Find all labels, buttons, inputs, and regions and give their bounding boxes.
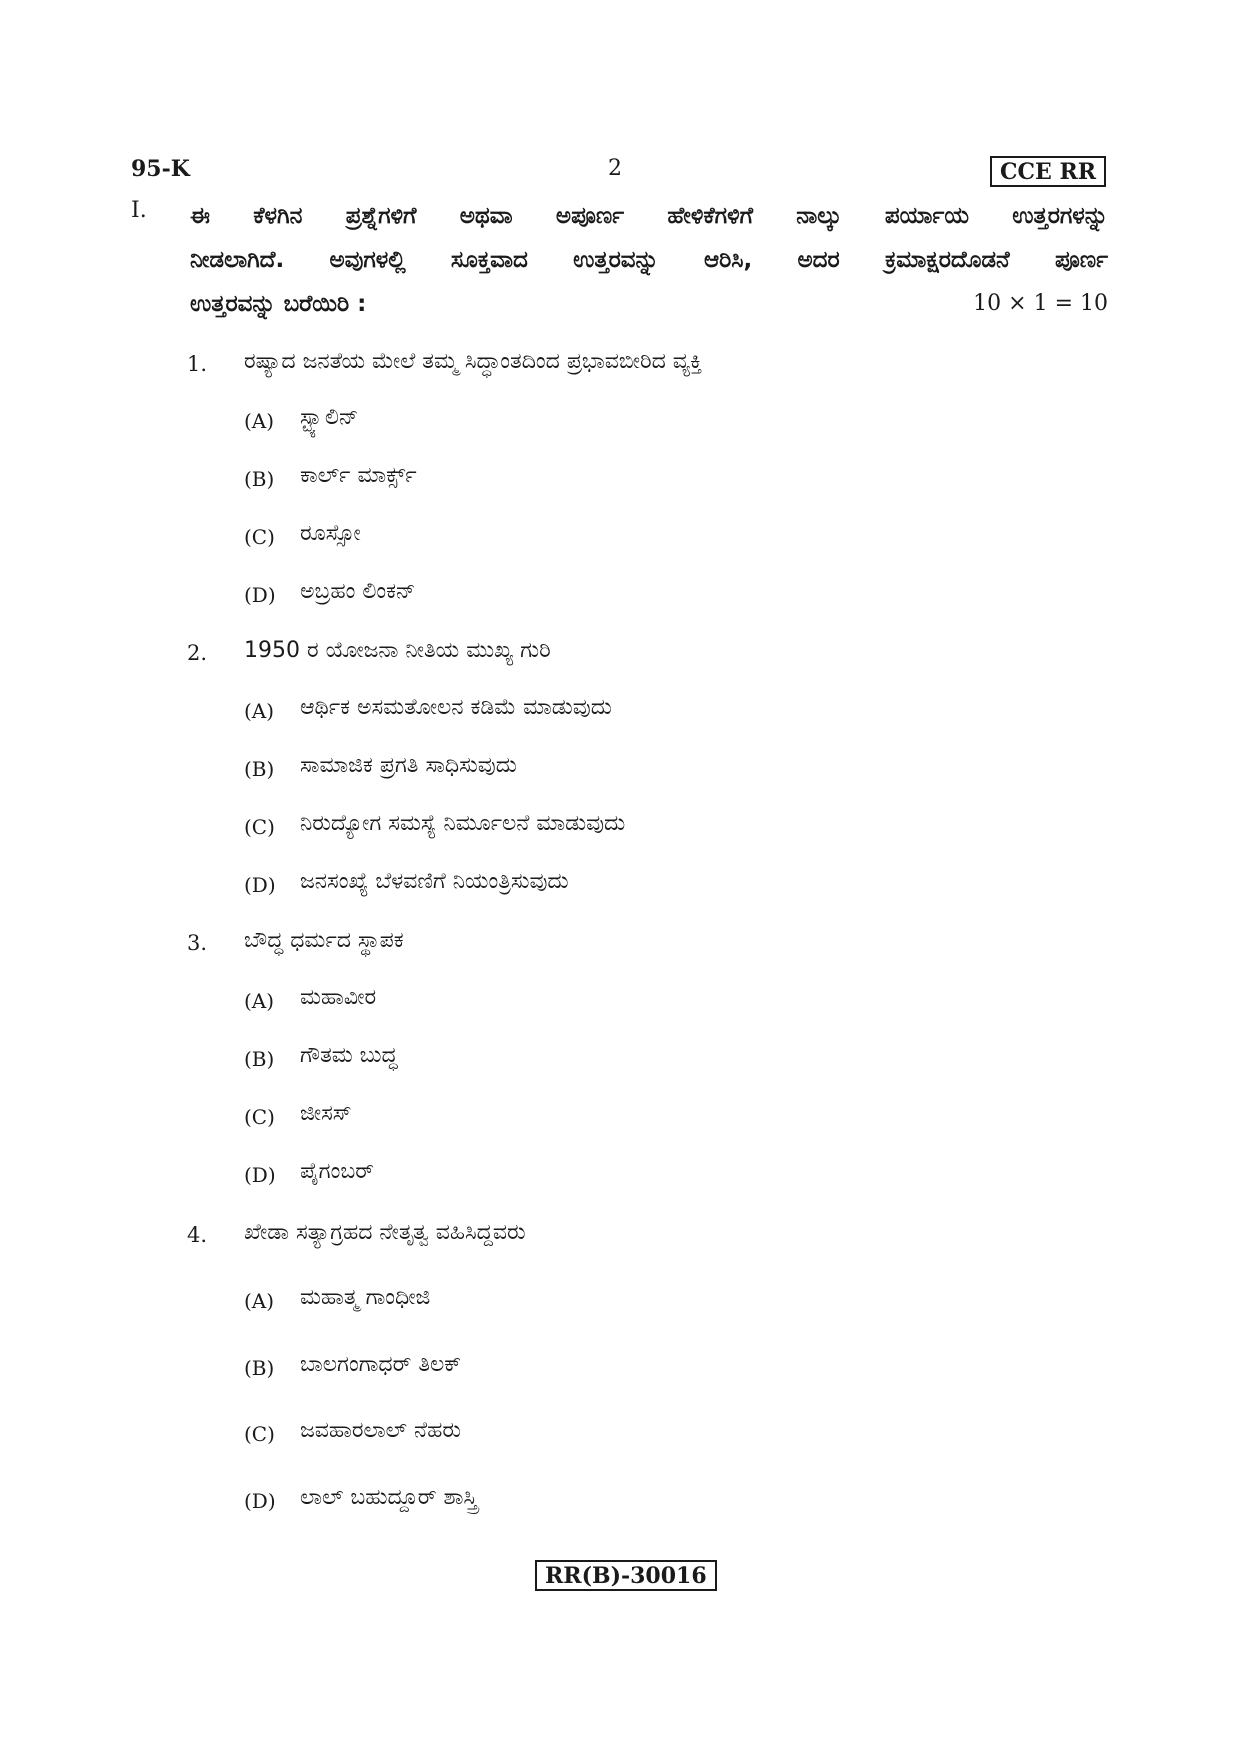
question-3-option-b-text: ಗೌತಮ ಬುದ್ಧ — [300, 1043, 398, 1068]
paper-code: 95-K — [131, 156, 190, 182]
page-number: 2 — [608, 156, 622, 181]
instruction-line-3-row — [190, 282, 1108, 326]
question-2-option-a-text: ಆರ್ಥಿಕ ಅಸಮತೋಲನ ಕಡಿಮೆ ಮಾಡುವುದು — [300, 695, 612, 720]
question-3-option-d-letter: (D) — [244, 1163, 276, 1187]
question-1-option-a-text: ಸ್ಟ್ಯಾಲಿನ್ — [300, 405, 359, 430]
question-3-option-c-text: ಜೀಸಸ್ — [300, 1101, 352, 1126]
question-4-option-a-text: ಮಹಾತ್ಮ ಗಾಂಧೀಜಿ — [300, 1285, 431, 1310]
question-1-option-c-text: ರೂಸ್ಸೋ — [300, 521, 361, 546]
instruction-line-1: ಈ ಕೆಳಗಿನ ಪ್ರಶ್ನೆಗಳಿಗೆ ಅಥವಾ ಅಪೂರ್ಣ ಹೇಳಿಕೆಗಳಿಗೆ ನಾಲ್ಕು ಪರ್ಯಾಯ ಉತ್ತರಗಳನ್ನು — [190, 203, 1108, 229]
question-4-option-a-letter: (A) — [244, 1289, 275, 1313]
question-1-option-b-text: ಕಾರ್ಲ್ ಮಾರ್ಕ್ಸ್ — [300, 463, 417, 488]
question-1-option-c-letter: (C) — [244, 525, 275, 549]
question-2-text: 1950 ರ ಯೋಜನಾ ನೀತಿಯ ಮುಖ್ಯ ಗುರಿ — [244, 638, 551, 663]
question-2-option-d-text: ಜನಸಂಖ್ಯೆ ಬೆಳವಣಿಗೆ ನಿಯಂತ್ರಿಸುವುದು — [300, 869, 569, 894]
section-number: I. — [131, 198, 147, 223]
question-2-number: 2. — [187, 641, 208, 665]
question-4-option-d-text: ಲಾಲ್ ಬಹುದ್ದೂರ್ ಶಾಸ್ತ್ರಿ — [300, 1485, 478, 1510]
question-3-text: ಬೌದ್ಧ ಧರ್ಮದ ಸ್ಥಾಪಕ — [244, 928, 404, 953]
question-4-option-b-letter: (B) — [244, 1356, 275, 1380]
question-3-option-a-letter: (A) — [244, 989, 275, 1013]
instruction-line-3: ಉತ್ತರವನ್ನು ಬರೆಯಿರಿ : — [190, 291, 367, 317]
question-4-text: ಖೇಡಾ ಸತ್ಯಾಗ್ರಹದ ನೇತೃತ್ವ ವಹಿಸಿದ್ದವರು — [244, 1220, 526, 1245]
question-1-text: ರಷ್ಯಾದ ಜನತೆಯ ಮೇಲೆ ತಮ್ಮ ಸಿದ್ಧಾಂತದಿಂದ ಪ್ರಭಾವಬೀರಿದ ವ್ಯಕ್ತಿ — [244, 349, 703, 374]
question-2-option-d-letter: (D) — [244, 873, 276, 897]
question-1-option-b-letter: (B) — [244, 467, 275, 491]
question-3-option-d-text: ಪೈಗಂಬರ್ — [300, 1159, 374, 1184]
instruction-line-2: ನೀಡಲಾಗಿದೆ. ಅವುಗಳಲ್ಲಿ ಸೂಕ್ತವಾದ ಉತ್ತರವನ್ನು ಆರಿಸಿ, ಅದರ ಕ್ರಮಾಕ್ಷರದೊಡನೆ ಪೂರ್ಣ — [190, 247, 1108, 273]
question-2-option-c-text: ನಿರುದ್ಯೋಗ ಸಮಸ್ಯೆ ನಿರ್ಮೂಲನೆ ಮಾಡುವುದು — [300, 811, 626, 836]
question-2-option-c-letter: (C) — [244, 815, 275, 839]
series-badge: CCE RR — [990, 156, 1106, 187]
question-1-number: 1. — [187, 352, 208, 376]
section-marks: 10 × 1 = 10 — [973, 291, 1108, 316]
question-1-option-d-letter: (D) — [244, 583, 276, 607]
question-1-option-d-text: ಅಬ್ರಹಂ ಲಿಂಕನ್ — [300, 579, 416, 604]
question-2-option-b-letter: (B) — [244, 757, 275, 781]
question-3-number: 3. — [187, 931, 208, 955]
question-4-option-c-letter: (C) — [244, 1422, 275, 1446]
question-4-number: 4. — [187, 1223, 208, 1247]
question-1-option-a-letter: (A) — [244, 409, 275, 433]
question-4-option-d-letter: (D) — [244, 1489, 276, 1513]
question-2-option-a-letter: (A) — [244, 699, 275, 723]
question-3-option-c-letter: (C) — [244, 1105, 275, 1129]
question-2-option-b-text: ಸಾಮಾಜಿಕ ಪ್ರಗತಿ ಸಾಧಿಸುವುದು — [300, 753, 517, 778]
section-instruction — [190, 194, 1108, 326]
question-4-option-b-text: ಬಾಲಗಂಗಾಧರ್ ತಿಲಕ್ — [300, 1352, 462, 1377]
footer-code: RR(B)-30016 — [535, 1560, 717, 1591]
question-4-option-c-text: ಜವಹಾರಲಾಲ್ ನೆಹರು — [300, 1418, 461, 1443]
question-3-option-b-letter: (B) — [244, 1047, 275, 1071]
question-3-option-a-text: ಮಹಾವೀರ — [300, 985, 377, 1010]
